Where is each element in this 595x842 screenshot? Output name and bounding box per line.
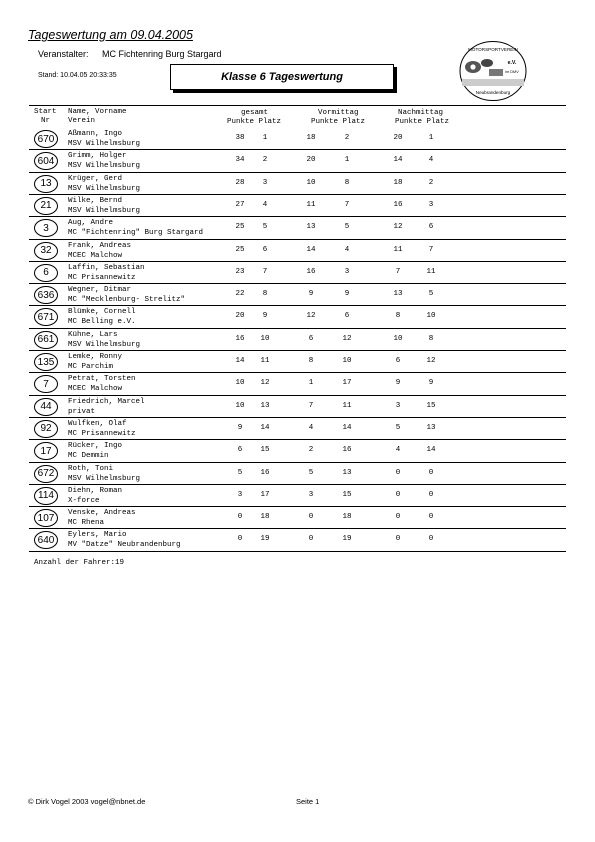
cell-gp: 0 xyxy=(237,513,243,522)
cell-np: 4 xyxy=(395,446,401,455)
logo-mid-text: e.V. xyxy=(507,60,517,66)
cell-vp: 18 xyxy=(306,134,316,142)
cell-gpl: 11 xyxy=(260,357,270,365)
start-number-badge: 604 xyxy=(34,152,58,170)
cell-gp: 5 xyxy=(237,468,243,477)
table-row xyxy=(0,530,595,552)
logo-top-text: MOTORSPORTVEREIN xyxy=(468,47,518,52)
start-number-badge: 636 xyxy=(34,286,58,304)
rider-name: Diehn, Roman xyxy=(68,486,123,495)
cell-np: 20 xyxy=(393,134,403,142)
col-nachmittag-sub: Punkte Platz xyxy=(395,118,450,126)
cell-np: 9 xyxy=(395,379,401,388)
rider-name-club xyxy=(68,196,140,216)
logo-bottom-text: Neubrandenburg xyxy=(475,90,511,95)
cell-npl: 13 xyxy=(426,423,436,432)
rider-name: Friedrich, Marcel xyxy=(68,397,145,406)
start-number-badge: 44 xyxy=(34,398,58,416)
col-name: Name, Vorname xyxy=(68,108,127,116)
club-name: MSV Wilhelmsburg xyxy=(68,140,141,148)
table-row xyxy=(0,397,595,419)
start-number-badge: 670 xyxy=(34,130,58,148)
row-divider xyxy=(29,261,566,262)
cell-npl: 8 xyxy=(428,334,434,343)
row-divider xyxy=(29,350,566,351)
rider-name-club xyxy=(68,263,145,283)
cell-npl: 0 xyxy=(428,535,434,544)
row-divider xyxy=(29,372,566,373)
cell-vp: 8 xyxy=(308,357,314,365)
cell-npl: 6 xyxy=(428,223,434,232)
table-row xyxy=(0,330,595,352)
col-gesamt-sub: Punkte Platz xyxy=(227,118,282,126)
cell-gpl: 7 xyxy=(262,267,268,276)
cell-np: 18 xyxy=(393,178,403,187)
cell-np: 5 xyxy=(395,423,401,432)
rider-name: Wegner, Ditmar xyxy=(68,286,132,295)
club-logo xyxy=(459,40,527,102)
rider-name: Aßmann, Ingo xyxy=(68,130,123,138)
cell-gp: 27 xyxy=(235,200,245,209)
cell-vp: 10 xyxy=(306,178,316,187)
cell-gpl: 2 xyxy=(262,156,268,165)
start-number-badge: 21 xyxy=(34,197,58,215)
cell-np: 10 xyxy=(393,334,403,343)
cell-npl: 0 xyxy=(428,513,434,522)
cell-gp: 0 xyxy=(237,535,243,544)
cell-vp: 4 xyxy=(308,423,314,432)
cell-npl: 14 xyxy=(426,446,436,455)
cell-npl: 7 xyxy=(428,245,434,254)
cell-vpl: 19 xyxy=(342,535,352,544)
cell-npl: 1 xyxy=(428,134,434,142)
cell-gp: 23 xyxy=(235,267,245,276)
cell-vpl: 18 xyxy=(342,513,352,522)
start-number-badge: 6 xyxy=(34,264,58,282)
cell-np: 8 xyxy=(395,312,401,321)
table-row xyxy=(0,241,595,263)
cell-npl: 2 xyxy=(428,178,434,187)
club-name: MSV Wilhelmsburg xyxy=(68,184,141,193)
rider-name-club xyxy=(68,352,122,372)
rider-name: Blümke, Cornell xyxy=(68,308,136,317)
logo-graphic xyxy=(489,69,503,76)
cell-vpl: 8 xyxy=(344,178,350,187)
table-row xyxy=(0,285,595,307)
rider-name-club xyxy=(68,374,136,394)
cell-vp: 9 xyxy=(308,290,314,299)
logo-band xyxy=(462,79,524,86)
cell-np: 11 xyxy=(393,245,403,254)
cell-np: 3 xyxy=(395,401,401,410)
cell-vpl: 15 xyxy=(342,490,352,499)
rider-name: Petrat, Torsten xyxy=(68,375,136,384)
club-name: MC Demmin xyxy=(68,452,109,461)
organizer-label: Veranstalter: xyxy=(38,49,89,59)
cell-gp: 6 xyxy=(237,446,243,455)
club-name: MC Parchim xyxy=(68,363,114,371)
cell-gp: 9 xyxy=(237,423,243,432)
rider-name: Aug, Andre xyxy=(68,219,114,228)
cell-np: 13 xyxy=(393,290,403,299)
row-divider xyxy=(29,239,566,240)
col-verein: Verein xyxy=(68,117,96,125)
cell-gp: 10 xyxy=(235,379,245,388)
cell-gpl: 16 xyxy=(260,468,270,477)
cell-vp: 12 xyxy=(306,312,316,321)
logo-side-text: im DMV xyxy=(505,70,519,74)
club-name: MV "Datze" Neubrandenburg xyxy=(68,541,181,550)
rider-name-club xyxy=(68,174,140,194)
table-row xyxy=(0,419,595,441)
cell-gp: 34 xyxy=(235,156,245,165)
club-name: MC "Fichtenring" Burg Stargard xyxy=(68,229,204,238)
rider-name-club xyxy=(68,307,136,327)
rider-name-club xyxy=(68,464,140,484)
cell-vp: 14 xyxy=(306,245,316,254)
rider-name: Rücker, Ingo xyxy=(68,442,123,451)
cell-gpl: 10 xyxy=(260,334,270,343)
cell-gpl: 15 xyxy=(260,446,270,455)
copyright: © Dirk Vogel 2003 vogel@nbnet.de xyxy=(28,797,146,806)
cell-vp: 13 xyxy=(306,223,316,232)
cell-npl: 15 xyxy=(426,401,436,410)
cell-npl: 0 xyxy=(428,490,434,499)
cell-np: 0 xyxy=(395,490,401,499)
start-number-badge: 92 xyxy=(34,420,58,438)
rider-name-club xyxy=(68,486,122,506)
rider-icon xyxy=(481,59,493,67)
cell-gpl: 3 xyxy=(262,178,268,187)
table-row xyxy=(0,129,595,151)
row-divider xyxy=(29,506,566,507)
cell-vp: 5 xyxy=(308,468,314,477)
page-title: Tageswertung am 09.04.2005 xyxy=(28,28,193,42)
rider-name: Wulfken, Olaf xyxy=(68,419,127,428)
start-number-badge: 7 xyxy=(34,375,58,393)
row-divider xyxy=(29,439,566,440)
club-name: MC Prisannewitz xyxy=(68,429,136,438)
row-divider xyxy=(29,528,566,529)
cell-vp: 1 xyxy=(308,379,314,388)
rider-name-club xyxy=(68,129,140,149)
cell-gpl: 17 xyxy=(260,490,270,499)
rider-name-club xyxy=(68,218,203,238)
cell-vpl: 10 xyxy=(342,357,352,365)
cell-vp: 0 xyxy=(308,535,314,544)
col-start: Start xyxy=(34,108,57,116)
row-divider xyxy=(29,194,566,195)
table-row xyxy=(0,352,595,374)
table-row xyxy=(0,374,595,396)
cell-vp: 20 xyxy=(306,156,316,165)
start-number-badge: 13 xyxy=(34,175,58,193)
cell-np: 0 xyxy=(395,468,401,477)
cell-vp: 6 xyxy=(308,334,314,343)
table-header xyxy=(0,106,595,130)
start-number-badge: 32 xyxy=(34,242,58,260)
cell-np: 7 xyxy=(395,267,401,276)
organizer-line xyxy=(38,49,222,59)
col-vormittag-sub: Punkte Platz xyxy=(311,118,366,126)
rider-name-club xyxy=(68,419,136,439)
table-row xyxy=(0,196,595,218)
cell-vpl: 14 xyxy=(342,423,352,432)
rider-name: Roth, Toni xyxy=(68,464,114,473)
cell-gp: 10 xyxy=(235,401,245,410)
table-row xyxy=(0,307,595,329)
cell-vpl: 1 xyxy=(344,156,350,165)
cell-vp: 16 xyxy=(306,267,316,276)
cell-gp: 25 xyxy=(235,245,245,254)
cell-vp: 3 xyxy=(308,490,314,499)
row-divider xyxy=(29,216,566,217)
organizer-value: MC Fichtenring Burg Stargard xyxy=(102,49,222,59)
row-divider xyxy=(29,417,566,418)
cell-npl: 5 xyxy=(428,290,434,299)
club-name: MC Prisannewitz xyxy=(68,273,136,282)
cell-npl: 0 xyxy=(428,468,434,477)
rider-name-club xyxy=(68,241,131,261)
cell-gp: 38 xyxy=(235,134,245,142)
cell-gpl: 1 xyxy=(262,134,268,142)
rider-name: Eylers, Mario xyxy=(68,531,127,540)
cell-gp: 3 xyxy=(237,490,243,499)
rider-name: Venske, Andreas xyxy=(68,509,136,518)
start-number-badge: 640 xyxy=(34,531,58,549)
table-row xyxy=(0,263,595,285)
table-row xyxy=(0,218,595,240)
rider-name: Laffin, Sebastian xyxy=(68,263,145,272)
cell-gpl: 19 xyxy=(260,535,270,544)
cell-vp: 0 xyxy=(308,513,314,522)
cell-gpl: 4 xyxy=(262,200,268,209)
cell-gp: 16 xyxy=(235,334,245,343)
cell-vpl: 17 xyxy=(342,379,352,388)
cell-vp: 11 xyxy=(306,200,316,209)
club-name: X-force xyxy=(68,496,100,505)
cell-gpl: 18 xyxy=(260,513,270,522)
cell-np: 0 xyxy=(395,513,401,522)
cell-npl: 10 xyxy=(426,312,436,321)
club-name: MCEC Malchow xyxy=(68,385,123,394)
cell-vp: 2 xyxy=(308,446,314,455)
table-row xyxy=(0,464,595,486)
cell-gp: 25 xyxy=(235,223,245,232)
rider-count: Anzahl der Fahrer:19 xyxy=(34,559,125,567)
cell-vpl: 3 xyxy=(344,267,350,276)
cell-gpl: 5 xyxy=(262,223,268,232)
start-number-badge: 114 xyxy=(34,487,58,505)
row-divider xyxy=(29,328,566,329)
table-row xyxy=(0,151,595,173)
cell-np: 12 xyxy=(393,223,403,232)
cell-vp: 7 xyxy=(308,401,314,410)
rider-name-club xyxy=(68,285,185,305)
cell-vpl: 7 xyxy=(344,200,350,209)
row-divider xyxy=(29,149,566,150)
start-number-badge: 672 xyxy=(34,465,58,483)
table-row xyxy=(0,486,595,508)
cell-vpl: 4 xyxy=(344,245,350,254)
row-divider xyxy=(29,551,566,552)
club-name: privat xyxy=(68,407,96,416)
cell-npl: 11 xyxy=(426,267,436,276)
start-number-badge: 671 xyxy=(34,308,58,326)
club-name: MSV Wilhelmsburg xyxy=(68,474,141,483)
rider-name: Lemke, Ronny xyxy=(68,353,123,361)
rider-name-club xyxy=(68,508,136,528)
cell-gpl: 12 xyxy=(260,379,270,388)
wheel-icon xyxy=(470,64,475,69)
rider-name-club xyxy=(68,397,145,417)
cell-gp: 14 xyxy=(235,357,245,365)
cell-vpl: 2 xyxy=(344,134,350,142)
col-gesamt: gesamt xyxy=(241,109,269,117)
class-title-box xyxy=(170,64,394,90)
cell-gp: 22 xyxy=(235,290,245,299)
cell-gpl: 14 xyxy=(260,423,270,432)
table-row xyxy=(0,441,595,463)
rider-name-club xyxy=(68,330,140,350)
row-divider xyxy=(29,462,566,463)
club-name: MSV Wilhelmsburg xyxy=(68,340,141,349)
rider-name-club xyxy=(68,151,140,171)
row-divider xyxy=(29,305,566,306)
start-number-badge: 135 xyxy=(34,353,58,371)
cell-gpl: 13 xyxy=(260,401,270,410)
rider-name: Wilke, Bernd xyxy=(68,196,123,205)
cell-np: 0 xyxy=(395,535,401,544)
cell-npl: 12 xyxy=(426,357,436,365)
rider-name: Grimm, Holger xyxy=(68,152,127,161)
col-nachmittag: Nachmittag xyxy=(398,109,444,117)
club-name: MSV Wilhelmsburg xyxy=(68,162,141,171)
start-number-badge: 107 xyxy=(34,509,58,527)
table-row xyxy=(0,508,595,530)
cell-gp: 20 xyxy=(235,312,245,321)
cell-vpl: 16 xyxy=(342,446,352,455)
cell-np: 14 xyxy=(393,156,403,165)
club-name: MSV Wilhelmsburg xyxy=(68,206,141,215)
cell-np: 6 xyxy=(395,357,401,365)
cell-gpl: 8 xyxy=(262,290,268,299)
start-number-badge: 661 xyxy=(34,331,58,349)
cell-npl: 4 xyxy=(428,156,434,165)
class-title: Klasse 6 Tageswertung xyxy=(221,71,343,83)
cell-gpl: 6 xyxy=(262,245,268,254)
cell-vpl: 11 xyxy=(342,401,352,410)
club-name: MC "Mecklenburg- Strelitz" xyxy=(68,296,186,305)
col-vormittag: Vormittag xyxy=(318,109,359,117)
table-row xyxy=(0,174,595,196)
club-name: MCEC Malchow xyxy=(68,251,123,260)
rider-name-club xyxy=(68,530,181,550)
cell-vpl: 13 xyxy=(342,468,352,477)
row-divider xyxy=(29,395,566,396)
cell-np: 16 xyxy=(393,200,403,209)
cell-npl: 3 xyxy=(428,200,434,209)
row-divider xyxy=(29,283,566,284)
stand-timestamp: Stand: 10.04.05 20:33:35 xyxy=(38,72,117,79)
rider-name: Kühne, Lars xyxy=(68,330,118,339)
cell-gpl: 9 xyxy=(262,312,268,321)
page-number: Seite 1 xyxy=(296,797,320,806)
start-number-badge: 3 xyxy=(34,219,58,237)
start-number-badge: 17 xyxy=(34,442,58,460)
cell-npl: 9 xyxy=(428,379,434,388)
rider-name: Frank, Andreas xyxy=(68,241,132,250)
row-divider xyxy=(29,172,566,173)
rider-name-club xyxy=(68,441,122,461)
cell-vpl: 12 xyxy=(342,334,352,343)
row-divider xyxy=(29,484,566,485)
rider-name: Krüger, Gerd xyxy=(68,174,123,183)
cell-vpl: 5 xyxy=(344,223,350,232)
club-name: MC Rhena xyxy=(68,519,105,528)
col-nr: Nr xyxy=(41,117,51,125)
club-name: MC Belling e.V. xyxy=(68,318,136,327)
cell-vpl: 9 xyxy=(344,290,350,299)
cell-vpl: 6 xyxy=(344,312,350,321)
cell-gp: 28 xyxy=(235,178,245,187)
